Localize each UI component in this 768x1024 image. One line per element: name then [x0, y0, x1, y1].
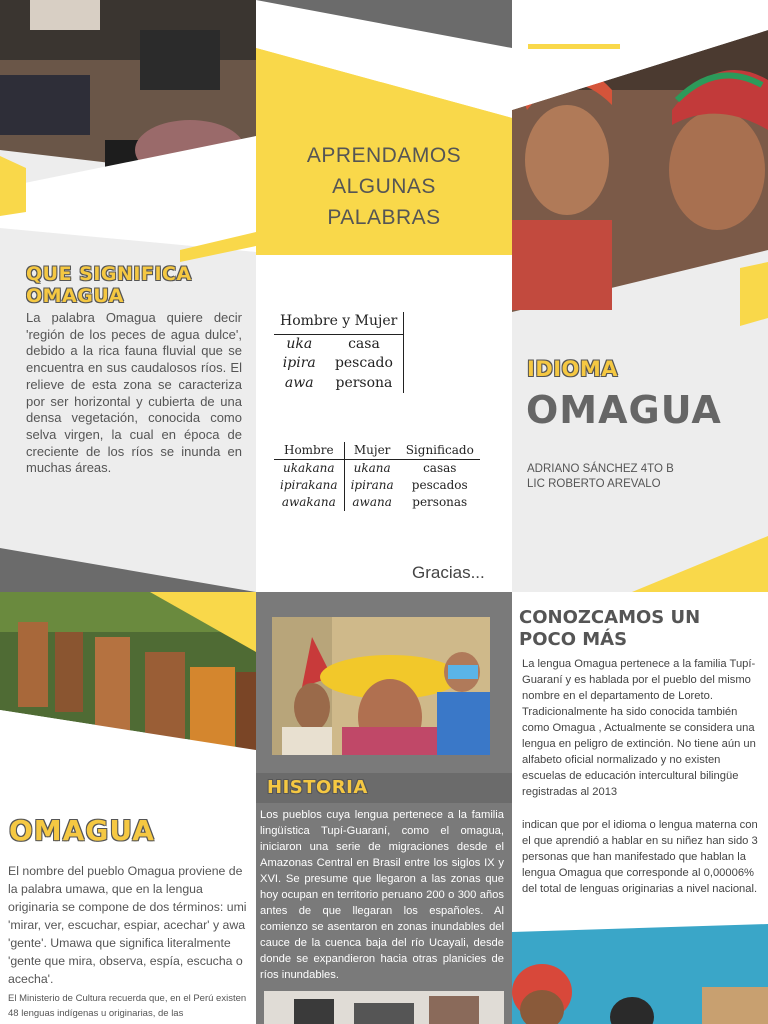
- table-cell: uka: [286, 335, 313, 352]
- table-cell: persona: [335, 374, 393, 391]
- table2-header-hombre: Hombre: [274, 442, 344, 460]
- table-cell: casa: [348, 335, 380, 352]
- heading-line-1: APRENDAMOS: [306, 144, 462, 167]
- table-cell: personas: [412, 495, 468, 509]
- table-row: [274, 354, 404, 374]
- table-row: [274, 460, 480, 478]
- thanks-text: Gracias...: [412, 563, 485, 582]
- panel1-body: La palabra Omagua quiere decir 'región de los peces de agua dulce', debido a la rica fauna fluvial que se encuentra en sus caudalosos ríos. El relieve de esta zona se caracteriza por ser horizontal y cubierta de una densa vegetación, conocida como selva virgen, la cual en época de creciente de los ríos se inunda en muchas áreas.: [26, 310, 242, 476]
- table-cell: pescados: [411, 478, 468, 492]
- table-cell: ukana: [353, 461, 391, 475]
- panel4-body-2: El Ministerio de Cultura recuerda que, en el Perú existen 48 lenguas indígenas u originarias, de las: [8, 993, 247, 1019]
- table-cell: pescado: [334, 355, 393, 371]
- table-cell: ipirana: [350, 478, 394, 492]
- table-cell: casas: [423, 461, 457, 475]
- heading-line-3: PALABRAS: [327, 206, 441, 229]
- table-cell: ipira: [282, 355, 316, 371]
- table1-header: Hombre y Mujer: [274, 312, 404, 334]
- table-row: [274, 374, 404, 394]
- table-cell: ukakana: [274, 460, 344, 478]
- historia-bottom-photo-art: [264, 991, 504, 1024]
- panel-historia: [256, 592, 512, 1024]
- panel-omagua: [0, 592, 256, 1024]
- panel-decoration: [512, 0, 768, 592]
- conozcamos-body-2: indican que por el idioma o lengua materna con el que aprendió a hablar en su niñez han sido 3 personas que han manifestado que hablan la lengua Omagua que corresponde al 0,00006% del total de lenguas originarias a nivel nacional.: [522, 819, 758, 895]
- table2-header-significado: Significado: [400, 442, 480, 460]
- panel-conozcamos: [512, 592, 768, 1024]
- author-line-2: LIC ROBERTO AREVALO: [527, 478, 661, 490]
- conozcamos-title-line-1: CONOZCAMOS UN: [519, 607, 701, 628]
- vocab-table-plural: [274, 442, 480, 511]
- table-row: [274, 334, 404, 354]
- author-line-1: ADRIANO SÁNCHEZ 4TO B: [527, 463, 674, 475]
- historia-body: Los pueblos cuya lengua pertenece a la familia lingüística Tupí-Guaraní, como el omagua, iniciaron una serie de migraciones desde el Amazonas Central en Brasil entre los siglos IX y XVI. Se presume que llegaron a las zonas que hoy ocupan en territorio peruano 200 o 300 años antes de que llegaran los españoles. Al comienzo se asentaron en zonas inundables del cauce de la cuenca baja del río Ucayali, desde donde se expandieron hacia otras planicies de ríos inundables.: [260, 809, 504, 981]
- panel-idioma-cover: [512, 0, 768, 592]
- panel-decoration: [512, 592, 768, 1024]
- table-cell: awa: [284, 374, 314, 391]
- table-cell: awakana: [274, 494, 344, 511]
- conozcamos-body-1: La lengua Omagua pertenece a la familia Tupí-Guaraní y es hablada por el pueblo del mismo nombre en el departamento de Loreto. Tradicionalmente ha sido conocida también como Omagua , Actualmente se considera una lengua en peligro de extinción. No tiene aún un alfabeto oficial normalizado y no existen escuelas de educación intercultural bilingüe registradas al 2013: [522, 658, 756, 798]
- historia-title: HISTORIA: [267, 777, 368, 798]
- vocab-table-singular: [274, 312, 404, 393]
- panel-aprendamos: [256, 0, 512, 592]
- heading-line-2: ALGUNAS: [332, 175, 436, 198]
- heading-aprendamos: [256, 140, 512, 233]
- table-row: [274, 477, 480, 494]
- historia-photo-art: [272, 617, 490, 755]
- panel4-body-1: El nombre del pueblo Omagua proviene de la palabra umawa, que en la lengua originaria se compone de dos términos: umi 'mirar, ver, escuchar, espiar, acechar' y awa 'gente'. Umawa que significa literalmente 'gente que mira, observa, espía, escucha o acecha'.: [8, 864, 247, 986]
- conozcamos-title-line-2: POCO MÁS: [519, 629, 628, 650]
- panel-que-significa: [0, 0, 256, 592]
- cover-title: OMAGUA: [526, 388, 722, 432]
- panel1-title: QUE SIGNIFICA OMAGUA: [26, 263, 192, 307]
- table2-header-mujer: Mujer: [344, 442, 400, 460]
- table-cell: awana: [352, 495, 392, 509]
- table-cell: ipirakana: [274, 477, 344, 494]
- historia-bottom-photo: [264, 991, 504, 1024]
- panel4-title: OMAGUA: [9, 814, 155, 847]
- table-row: [274, 494, 480, 511]
- historia-photo: [272, 617, 490, 755]
- idioma-label: IDIOMA: [527, 357, 619, 381]
